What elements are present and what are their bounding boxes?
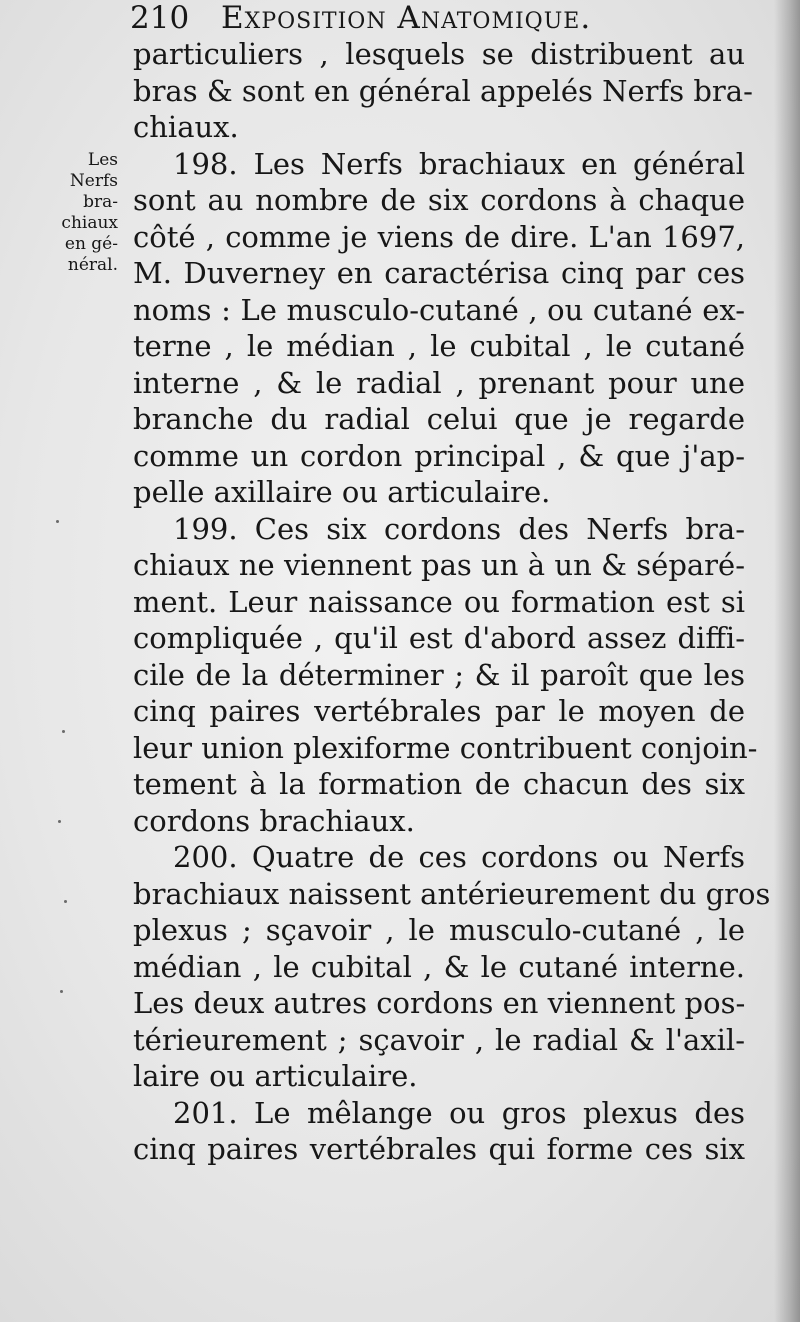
text-line: laire ou articulaire. <box>133 1059 418 1093</box>
text-line: côté , comme je viens de dire. L'an 1697, <box>133 219 745 254</box>
text-line: térieurement ; sçavoir , le radial & l'axil- <box>133 1022 745 1057</box>
text-line: médian , le cubital , & le cutané interne. <box>133 949 745 984</box>
paragraph-201-first-line: 201. Le mêlange ou gros plexus des <box>173 1095 745 1130</box>
margin-note-line: Les <box>87 150 118 170</box>
margin-note-line: bra- <box>83 192 118 212</box>
text-line: chiaux. <box>133 110 239 144</box>
text-line: branche du radial celui que je regarde <box>133 402 745 436</box>
text-line: Les deux autres cordons en viennent pos- <box>133 986 746 1020</box>
text-line: cinq paires vertébrales par le moyen de <box>133 694 745 728</box>
text-line: comme un cordon principal , & que j'ap- <box>133 438 745 473</box>
page-header <box>130 0 730 36</box>
text-line: M. Duverney en caractérisa cinq par ces <box>133 256 745 290</box>
margin-note-line: en gé- <box>64 234 118 254</box>
paper-speck <box>62 730 65 733</box>
paper-speck <box>56 520 59 523</box>
text-line: plexus ; sçavoir , le musculo-cutané , le <box>133 913 745 947</box>
text-line: noms : Le musculo-cutané , ou cutané ex- <box>133 292 745 327</box>
text-line: cile de la déterminer ; & il paroît que les <box>133 657 745 692</box>
text-line: chiaux ne viennent pas un à un & séparé- <box>133 548 745 582</box>
running-title: Exposition Anatomique. <box>221 0 592 36</box>
text-line: bras & sont en général appelés Nerfs bra- <box>133 73 753 108</box>
paper-speck <box>60 990 63 993</box>
page-number: 210 <box>130 0 190 36</box>
paragraph-199-first-line: 199. Ces six cordons des Nerfs bra- <box>173 511 745 546</box>
margin-note-line: néral. <box>67 255 118 275</box>
paragraph-200-first-line: 200. Quatre de ces cordons ou Nerfs <box>173 840 745 874</box>
text-line: cinq paires vertébrales qui forme ces six <box>133 1132 745 1166</box>
text-line: tement à la formation de chacun des six <box>133 767 745 801</box>
text-line: leur union plexiforme contribuent conjoin- <box>133 730 758 765</box>
paragraph-198-first-line: 198. Les Nerfs brachiaux en général <box>173 146 745 181</box>
text-line: ment. Leur naissance ou formation est si <box>133 584 745 619</box>
text-line: pelle axillaire ou articulaire. <box>133 475 551 509</box>
text-line: cordons brachiaux. <box>133 803 415 838</box>
paper-speck <box>58 820 61 823</box>
paper-speck <box>64 900 67 903</box>
margin-note <box>26 150 118 276</box>
paper-specks <box>52 520 72 1120</box>
text-line: brachiaux naissent antérieurement du gros <box>133 876 771 911</box>
text-line: compliquée , qu'il est d'abord assez diffi- <box>133 621 745 655</box>
body-text <box>133 36 771 1168</box>
text-line: terne , le médian , le cubital , le cutané <box>133 329 745 363</box>
margin-note-line: Nerfs <box>69 171 118 191</box>
text-line: sont au nombre de six cordons à chaque <box>133 183 745 217</box>
margin-note-line: chiaux <box>61 213 118 233</box>
text-line: interne , & le radial , prenant pour une <box>133 365 745 400</box>
text-line: particuliers , lesquels se distribuent au <box>133 37 745 71</box>
